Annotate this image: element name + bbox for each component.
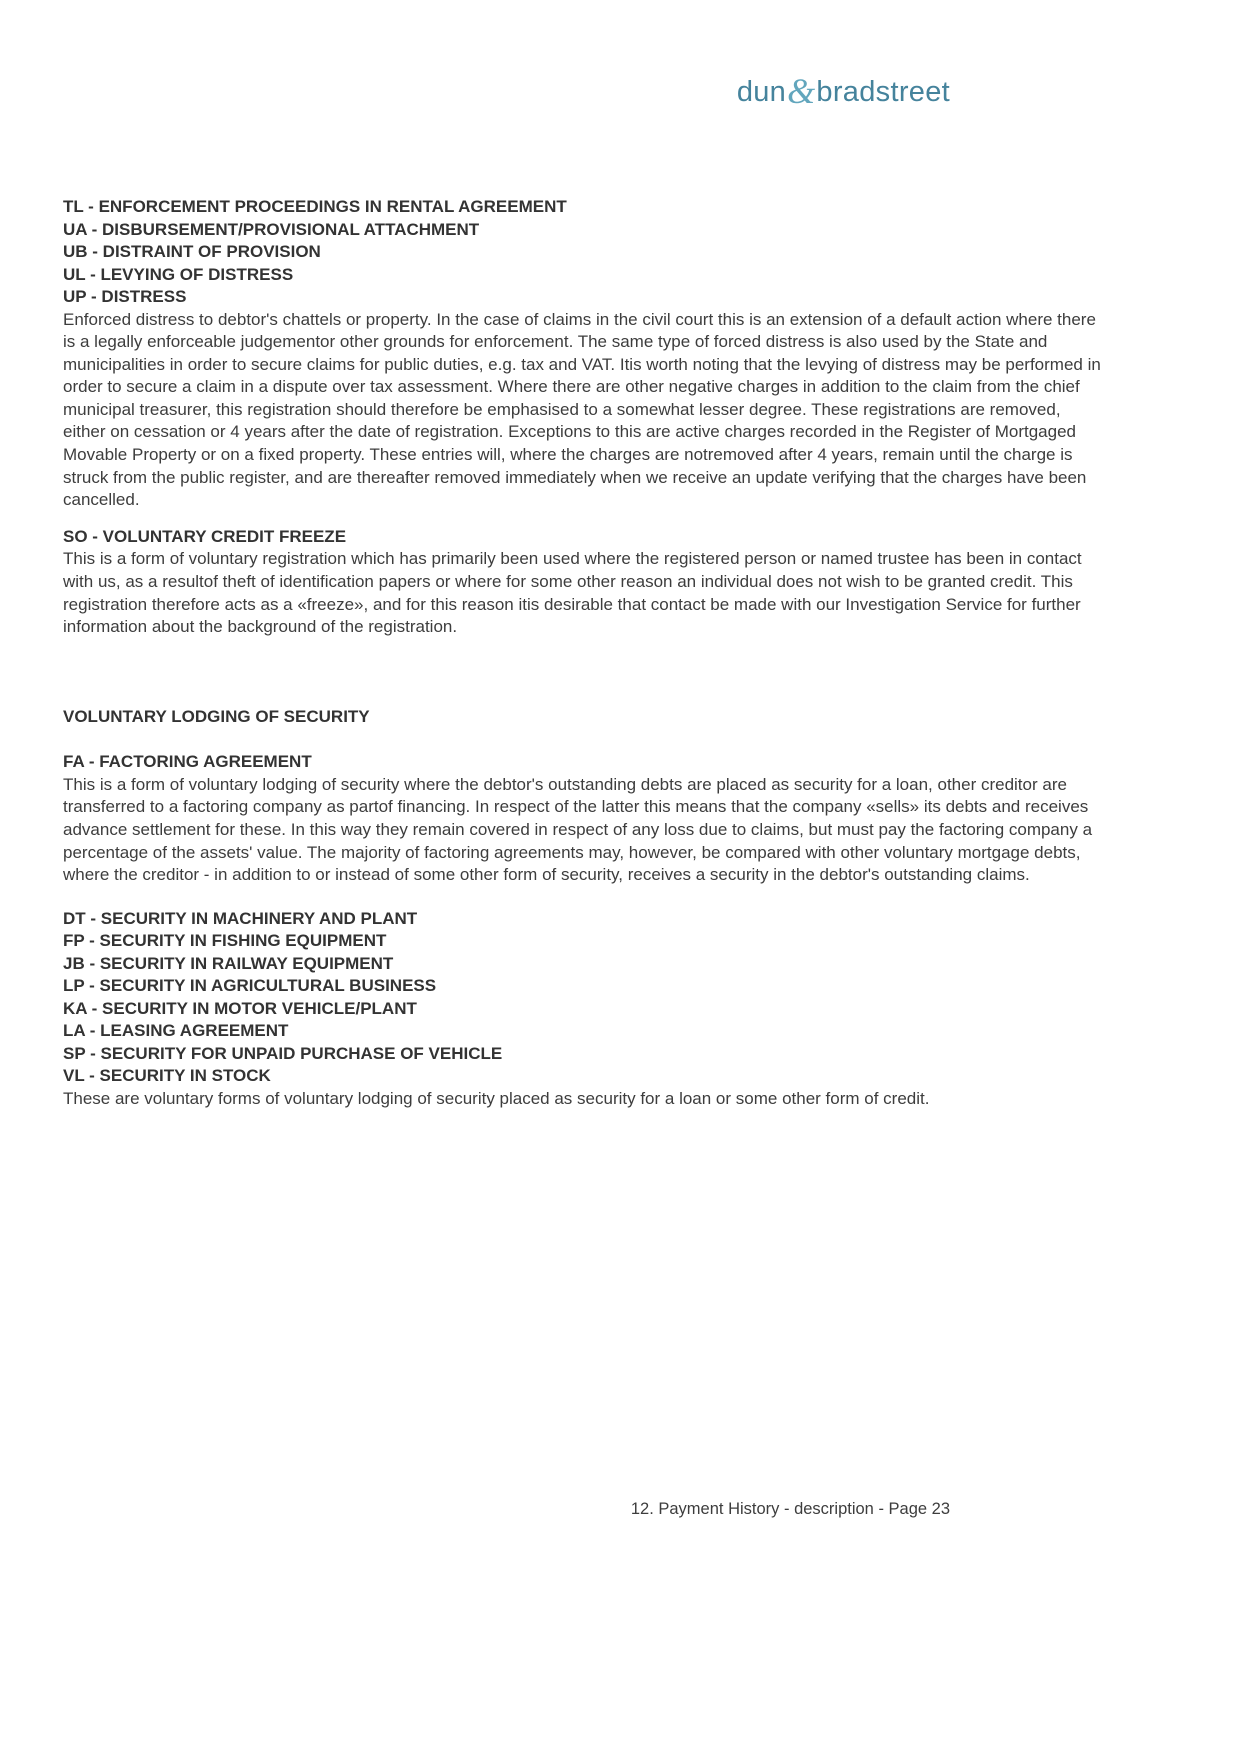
- logo-word-bradstreet: bradstreet: [816, 76, 950, 108]
- section-heading-voluntary-lodging: VOLUNTARY LODGING OF SECURITY: [63, 706, 370, 726]
- heading-code-dt: DT - SECURITY IN MACHINERY AND PLANT: [63, 908, 418, 928]
- heading-code-ua: UA - DISBURSEMENT/PROVISIONAL ATTACHMENT: [63, 219, 480, 239]
- heading-code-vl: VL - SECURITY IN STOCK: [63, 1066, 271, 1086]
- heading-code-fp: FP - SECURITY IN FISHING EQUIPMENT: [63, 931, 387, 951]
- page-footer: 12. Payment History - description - Page 23: [630, 1500, 950, 1518]
- dun-bradstreet-logo: [737, 68, 950, 110]
- heading-code-sp: SP - SECURITY FOR UNPAID PURCHASE OF VEHICLE: [63, 1043, 503, 1063]
- heading-code-ul: UL - LEVYING OF DISTRESS: [63, 264, 294, 284]
- page-content: [63, 196, 1103, 1110]
- heading-code-la: LA - LEASING AGREEMENT: [63, 1021, 289, 1041]
- heading-code-tl: TL - ENFORCEMENT PROCEEDINGS IN RENTAL AGREEMENT: [63, 197, 567, 216]
- heading-code-jb: JB - SECURITY IN RAILWAY EQUIPMENT: [63, 953, 394, 973]
- logo-word-dun: dun: [736, 76, 787, 108]
- heading-code-up: UP - DISTRESS: [63, 287, 187, 306]
- logo-ampersand-icon: &: [787, 71, 816, 111]
- paragraph-enforcement: Enforced distress to debtor's chattels or property. In the case of claims in the civil court this is an extension of a default action where there is a legally enforceable judgementor other grounds for enforcement. The same type of forced distress is also used by the State and municipalities in order to secure claims for public duties, e.g. tax and VAT. Itis worth noting that the levying of distress may be performed in order to secure a claim in a dispute over tax assessment. Where there are other negative charges in addition to the claim from the chief municipal treasurer, this registration should therefore be emphasised to a somewhat lesser degree. These registrations are removed, either on cessation or 4 years after the date of registration. Exceptions to this are active charges recorded in the Register of Mortgaged Movable Property or on a fixed property. These entries will, where the charges are notremoved after 4 years, remain until the charge is struck from the public register, and are thereafter removed immediately when we receive an update verifying that the charges have been cancelled.: [63, 309, 1101, 510]
- heading-code-lp: LP - SECURITY IN AGRICULTURAL BUSINESS: [63, 976, 437, 996]
- paragraph-security-codes: These are voluntary forms of voluntary lodging of security placed as security for a loan or some other form of credit.: [63, 1088, 930, 1108]
- heading-code-fa: FA - FACTORING AGREEMENT: [63, 752, 312, 772]
- paragraph-credit-freeze: This is a form of voluntary registration which has primarily been used where the registered person or named trustee has been in contact with us, as a resultof theft of identification papers or where for some other reason an individual does not wish to be granted credit. This registration therefore acts as a «freeze», and for this reason itis desirable that contact be made with our Investigation Service for further information about the background of the registration.: [63, 549, 1082, 637]
- heading-code-ka: KA - SECURITY IN MOTOR VEHICLE/PLANT: [63, 998, 417, 1018]
- heading-code-ub: UB - DISTRAINT OF PROVISION: [63, 242, 321, 261]
- paragraph-factoring: This is a form of voluntary lodging of security where the debtor's outstanding debts are placed as security for a loan, other creditor are transferred to a factoring company as partof financing. In respect of the latter this means that the company «sells» its debts and receives advance settlement for these. In this way they remain covered in respect of any loss due to claims, but must pay the factoring company a percentage of the assets' value. The majority of factoring agreements may, however, be compared with other voluntary mortgage debts, where the creditor - in addition to or instead of some other form of security, receives a security in the debtor's outstanding claims.: [63, 774, 1093, 885]
- heading-code-so: SO - VOLUNTARY CREDIT FREEZE: [63, 526, 347, 546]
